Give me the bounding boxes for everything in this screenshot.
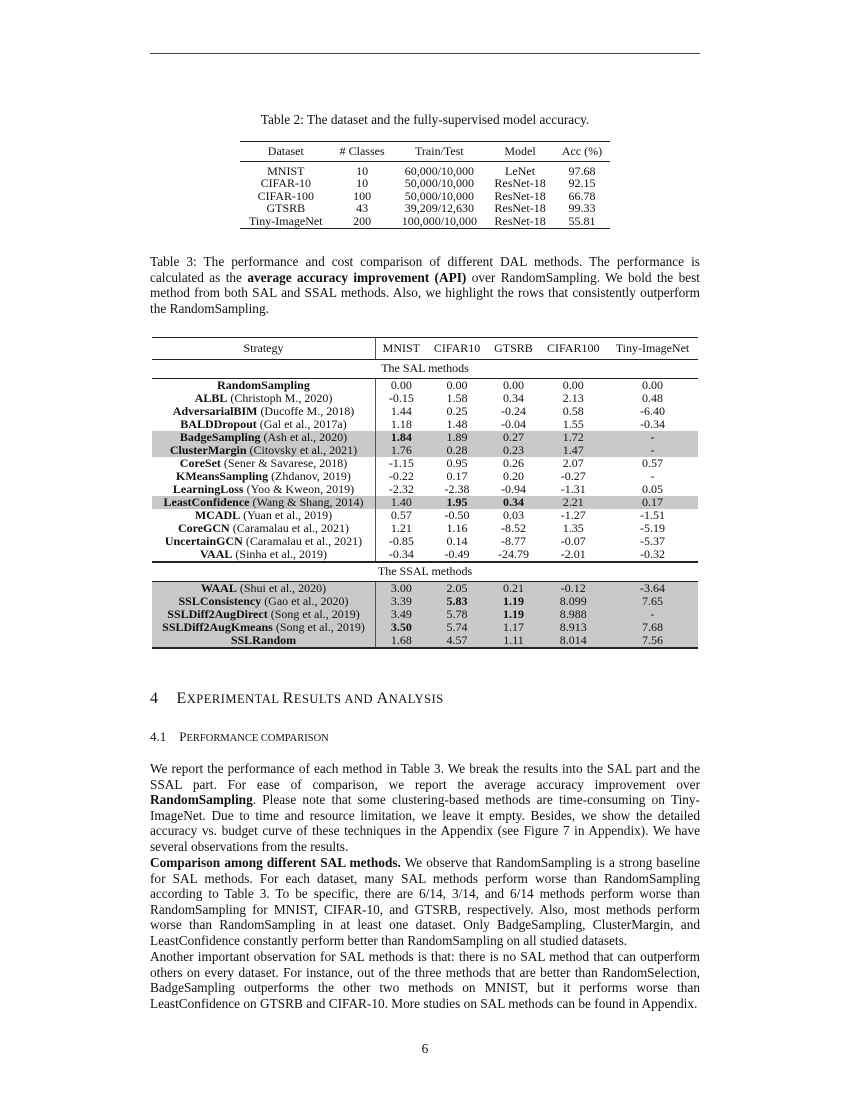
- value-cell: 8.099: [540, 595, 607, 608]
- value-cell: 1.48: [446, 416, 468, 431]
- value-cell: -8.52: [500, 520, 526, 535]
- value-cell: 2.07: [562, 455, 584, 470]
- strategy-cell: [152, 378, 376, 392]
- strategy-cell: [152, 418, 376, 431]
- section-row: [152, 359, 698, 378]
- value-cell: 0.34: [487, 496, 539, 509]
- table-cell: Tiny-ImageNet: [249, 213, 323, 228]
- value-cell: 0.57: [390, 507, 412, 522]
- method-citation: (Ash et al., 2020): [260, 429, 348, 444]
- value-cell: 0.17: [446, 468, 468, 483]
- value-cell: 1.35: [562, 520, 584, 535]
- caption-text: over RandomSampling. We bold the best method from both SAL and SSAL methods. Also, we highlight the rows that consistently outperform the RandomSampling.: [150, 269, 700, 316]
- value-cell: 3.49: [376, 608, 427, 621]
- value-cell: 1.89: [427, 431, 488, 444]
- value-cell: 1.21: [390, 520, 412, 535]
- method-name: CoreGCN: [177, 520, 230, 535]
- method-name: UncertainGCN: [164, 533, 243, 548]
- value-cell: 0.00: [446, 377, 468, 392]
- table-cell: 10: [356, 163, 369, 178]
- method-name: ClusterMargin: [169, 442, 247, 457]
- column-header: MNIST: [376, 338, 427, 360]
- table-row: [152, 634, 698, 648]
- value-cell: -0.85: [388, 533, 414, 548]
- section-label: The SAL methods: [152, 359, 698, 378]
- value-cell: 2.05: [427, 581, 488, 595]
- value-cell: 1.47: [540, 444, 607, 457]
- table-cell: ResNet-18: [494, 201, 546, 216]
- column-header: # Classes: [332, 142, 393, 162]
- method-name: ALBL: [194, 390, 228, 405]
- table-cell: 92.15: [568, 176, 596, 191]
- method-name: SSLConsistency: [178, 593, 262, 608]
- method-citation: (Ducoffe M., 2018): [257, 403, 355, 418]
- value-cell: 1.76: [376, 444, 427, 457]
- table-row: [240, 161, 610, 177]
- value-cell: -0.34: [388, 546, 414, 561]
- value-cell: -0.15: [388, 390, 414, 405]
- value-cell: 0.95: [446, 455, 468, 470]
- table-row: [152, 483, 698, 496]
- value-cell: -1.51: [639, 507, 665, 522]
- value-cell: -0.07: [560, 533, 586, 548]
- method-name: KMeansSampling: [176, 468, 269, 483]
- value-cell: 0.23: [487, 444, 539, 457]
- method-name: CoreSet: [179, 455, 221, 470]
- method-citation: (Shui et al., 2020): [236, 580, 327, 595]
- table-row: [152, 392, 698, 405]
- method-name: SSLRandom: [230, 632, 297, 647]
- method-citation: (Gao et al., 2020): [261, 593, 349, 608]
- value-cell: 0.14: [446, 533, 468, 548]
- value-cell: 0.05: [641, 481, 663, 496]
- table-row: [152, 405, 698, 418]
- column-header: Dataset: [240, 142, 332, 162]
- value-cell: 2.13: [562, 390, 584, 405]
- strategy-cell: [152, 483, 376, 496]
- value-cell: -0.34: [639, 416, 665, 431]
- table-row: [152, 431, 698, 444]
- header-rule: [150, 53, 700, 54]
- value-cell: -8.77: [500, 533, 526, 548]
- value-cell: -0.94: [500, 481, 526, 496]
- strategy-cell: [152, 444, 376, 457]
- value-cell: 2.21: [540, 496, 607, 509]
- value-cell: -3.64: [607, 581, 698, 595]
- table-cell: 100,000/10,000: [401, 213, 478, 228]
- value-cell: -24.79: [497, 546, 529, 561]
- method-citation: (Yoo & Kweon, 2019): [243, 481, 355, 496]
- value-cell: 1.40: [376, 496, 427, 509]
- value-cell: -1.31: [560, 481, 586, 496]
- method-citation: (Sinha et al., 2019): [232, 546, 328, 561]
- value-cell: 8.988: [540, 608, 607, 621]
- column-header: Acc (%): [554, 142, 610, 162]
- strategy-cell: [152, 621, 376, 634]
- table3-performance: [152, 337, 698, 649]
- strategy-cell: [152, 470, 376, 483]
- value-cell: 0.58: [562, 403, 584, 418]
- table-cell: 55.81: [568, 213, 596, 228]
- strategy-cell: [152, 634, 376, 648]
- value-cell: -1.15: [388, 455, 414, 470]
- caption-text: Table 3: The performance and cost comparison of different DAL methods. The performance is calculated as the: [150, 254, 700, 285]
- value-cell: 5.78: [427, 608, 488, 621]
- table-row: [152, 509, 698, 522]
- method-name: RandomSampling: [217, 377, 310, 392]
- value-cell: 0.17: [607, 496, 698, 509]
- value-cell: 1.58: [446, 390, 468, 405]
- method-name: LeastConfidence: [163, 494, 250, 509]
- method-citation: (Sener & Savarese, 2018): [220, 455, 348, 470]
- method-citation: (Citovsky et al., 2021): [246, 442, 358, 457]
- value-cell: -: [607, 444, 698, 457]
- table-row: [152, 595, 698, 608]
- table-cell: 50,000/10,000: [404, 188, 475, 203]
- table-cell: ResNet-18: [494, 213, 546, 228]
- table-row: [152, 418, 698, 431]
- value-cell: -5.37: [639, 533, 665, 548]
- value-cell: 0.03: [502, 507, 524, 522]
- value-cell: -0.22: [388, 468, 414, 483]
- value-cell: 0.25: [446, 403, 468, 418]
- table-cell: 66.78: [568, 188, 596, 203]
- table-cell: ResNet-18: [494, 188, 546, 203]
- table2-dataset-accuracy: [240, 141, 610, 229]
- value-cell: -0.32: [639, 546, 665, 561]
- value-cell: 7.65: [607, 595, 698, 608]
- paragraph-2: Comparison among different SAL methods. We observe that RandomSampling is a strong baseline for SAL methods. For each dataset, many SAL methods perform worse than RandomSampling according to Table 3. To be specific, there are 6/14, 3/14, and 6/14 methods perform worse than RandomSampling for MNIST, CIFAR-10, and GTSRB, respectively. Also, most methods perform worse than RandomSampling in at least one dataset. Only BadgeSampling, ClusterMargin, and LeastConfidence constantly perform better than RandomSampling on all studied datasets.: [150, 855, 700, 948]
- value-cell: 5.83: [427, 595, 488, 608]
- value-cell: -0.04: [500, 416, 526, 431]
- column-header: Train/Test: [393, 142, 487, 162]
- value-cell: 1.16: [446, 520, 468, 535]
- table-cell: 99.33: [568, 201, 596, 216]
- table-cell: 200: [353, 213, 372, 228]
- value-cell: 1.84: [376, 431, 427, 444]
- method-citation: (Wang & Shang, 2014): [249, 494, 364, 509]
- value-cell: 0.00: [502, 377, 524, 392]
- table-cell: 10: [356, 176, 369, 191]
- value-cell: -0.24: [500, 403, 526, 418]
- value-cell: 3.00: [376, 581, 427, 595]
- table-row: [152, 496, 698, 509]
- table-row: [240, 215, 610, 228]
- value-cell: -2.32: [388, 481, 414, 496]
- table-row: [152, 535, 698, 548]
- caption-bold: average accuracy improvement (API): [247, 269, 467, 285]
- value-cell: 3.39: [376, 595, 427, 608]
- strategy-cell: [152, 522, 376, 535]
- value-cell: 1.11: [487, 634, 539, 648]
- table-cell: 50,000/10,000: [404, 176, 475, 191]
- strategy-cell: [152, 405, 376, 418]
- subsection-heading: 4.1 PERFORMANCE COMPARISON: [150, 729, 329, 744]
- value-cell: 1.68: [376, 634, 427, 648]
- method-citation: (Caramalau et al., 2021): [229, 520, 350, 535]
- table-row: [152, 444, 698, 457]
- method-citation: (Yuan et al., 2019): [240, 507, 333, 522]
- value-cell: 0.48: [641, 390, 663, 405]
- method-citation: (Gal et al., 2017a): [256, 416, 347, 431]
- value-cell: -2.01: [560, 546, 586, 561]
- value-cell: 5.74: [427, 621, 488, 634]
- paragraph-3: Another important observation for SAL methods is that: there is no SAL method that can outperform others on every dataset. For instance, out of the three methods that are better than RandomSelection, BadgeSampling outperforms the other two methods on MNIST, but it performs worse than LeastConfidence on GTSRB and CIFAR-10. More studies on SAL methods can be found in Appendix.: [150, 949, 700, 1011]
- value-cell: 7.68: [607, 621, 698, 634]
- strategy-cell: [152, 392, 376, 405]
- table-row: [152, 522, 698, 535]
- value-cell: 1.19: [487, 608, 539, 621]
- value-cell: -5.19: [639, 520, 665, 535]
- table-row: [152, 621, 698, 634]
- table-cell: 39,209/12,630: [404, 201, 475, 216]
- table-cell: GTSRB: [266, 201, 306, 216]
- value-cell: 0.27: [487, 431, 539, 444]
- table-cell: 100: [353, 188, 372, 203]
- value-cell: 1.18: [390, 416, 412, 431]
- value-cell: 0.00: [562, 377, 584, 392]
- value-cell: 7.56: [607, 634, 698, 648]
- value-cell: 1.44: [390, 403, 412, 418]
- value-cell: 0.26: [502, 455, 524, 470]
- table-row: [152, 378, 698, 392]
- table-row: [240, 177, 610, 190]
- value-cell: 1.55: [562, 416, 584, 431]
- method-name: AdversarialBIM: [172, 403, 258, 418]
- value-cell: -1.27: [560, 507, 586, 522]
- table-cell: CIFAR-10: [260, 176, 312, 191]
- column-header: CIFAR100: [540, 338, 607, 360]
- column-header: GTSRB: [487, 338, 539, 360]
- table-header-row: [152, 338, 698, 360]
- method-name: VAAL: [199, 546, 233, 561]
- strategy-cell: [152, 535, 376, 548]
- section-label: The SSAL methods: [152, 562, 698, 582]
- table-row: [152, 608, 698, 621]
- strategy-cell: [152, 457, 376, 470]
- value-cell: 0.00: [390, 377, 412, 392]
- method-name: SSLDiff2AugDirect: [167, 606, 268, 621]
- table-cell: 60,000/10,000: [404, 163, 475, 178]
- method-citation: (Christoph M., 2020): [227, 390, 333, 405]
- table2-caption: Table 2: The dataset and the fully-supervised model accuracy.: [260, 112, 590, 127]
- strategy-cell: [152, 496, 376, 509]
- method-name: BadgeSampling: [179, 429, 261, 444]
- table-cell: CIFAR-100: [257, 188, 315, 203]
- value-cell: 0.57: [641, 455, 663, 470]
- method-name: SSLDiff2AugKmeans: [162, 619, 273, 634]
- value-cell: -0.50: [444, 507, 470, 522]
- value-cell: -: [650, 468, 655, 483]
- strategy-cell: [152, 509, 376, 522]
- method-name: MCADL: [194, 507, 241, 522]
- section-row: [152, 562, 698, 582]
- table-cell: LeNet: [505, 163, 536, 178]
- strategy-cell: [152, 595, 376, 608]
- column-header: CIFAR10: [427, 338, 488, 360]
- value-cell: 0.00: [641, 377, 663, 392]
- table-cell: 97.68: [568, 163, 596, 178]
- method-name: BALDDropout: [180, 416, 257, 431]
- value-cell: 1.17: [487, 621, 539, 634]
- value-cell: -: [607, 431, 698, 444]
- column-header: Model: [486, 142, 554, 162]
- strategy-cell: [152, 581, 376, 595]
- table-cell: ResNet-18: [494, 176, 546, 191]
- value-cell: 4.57: [427, 634, 488, 648]
- method-name: WAAL: [200, 580, 237, 595]
- value-cell: -0.49: [444, 546, 470, 561]
- value-cell: 0.34: [502, 390, 524, 405]
- table-row: [152, 548, 698, 562]
- section-heading: 4 EXPERIMENTAL RESULTS AND ANALYSIS: [150, 690, 444, 707]
- table-row: [152, 470, 698, 483]
- paragraph-1: We report the performance of each method in Table 3. We break the results into the SAL part and the SSAL part. For ease of comparison, we report the average accuracy improvement over RandomSampling. Please note that some clustering-based methods are time-consuming on Tiny-ImageNet. Due to time and resource limitation, we leave it empty. Besides, we show the detailed accuracy vs. budget curve of these techniques in the Appendix (see Figure 7 in Appendix). We have several observations from the results.: [150, 761, 700, 854]
- table3-caption: [150, 254, 700, 316]
- value-cell: 0.28: [427, 444, 488, 457]
- method-citation: (Zhdanov, 2019): [268, 468, 351, 483]
- value-cell: 1.72: [540, 431, 607, 444]
- value-cell: 0.20: [502, 468, 524, 483]
- value-cell: 8.913: [540, 621, 607, 634]
- value-cell: -0.12: [540, 581, 607, 595]
- page-number: 6: [421, 1041, 429, 1056]
- value-cell: 1.19: [487, 595, 539, 608]
- table-header-row: [240, 142, 610, 162]
- strategy-cell: [152, 431, 376, 444]
- table-cell: MNIST: [267, 163, 305, 178]
- value-cell: 1.95: [427, 496, 488, 509]
- value-cell: -0.27: [560, 468, 586, 483]
- method-citation: (Song et al., 2019): [272, 619, 365, 634]
- value-cell: 3.50: [376, 621, 427, 634]
- column-header: Strategy: [152, 338, 376, 360]
- column-header: Tiny-ImageNet: [607, 338, 698, 360]
- value-cell: -6.40: [639, 403, 665, 418]
- strategy-cell: [152, 608, 376, 621]
- value-cell: -: [607, 608, 698, 621]
- table-row: [152, 457, 698, 470]
- value-cell: 0.21: [487, 581, 539, 595]
- value-cell: 8.014: [540, 634, 607, 648]
- strategy-cell: [152, 548, 376, 562]
- table-row: [152, 581, 698, 595]
- method-citation: (Caramalau et al., 2021): [242, 533, 363, 548]
- table-cell: 43: [356, 201, 369, 216]
- method-name: LearningLoss: [172, 481, 244, 496]
- value-cell: -2.38: [444, 481, 470, 496]
- method-citation: (Song et al., 2019): [267, 606, 360, 621]
